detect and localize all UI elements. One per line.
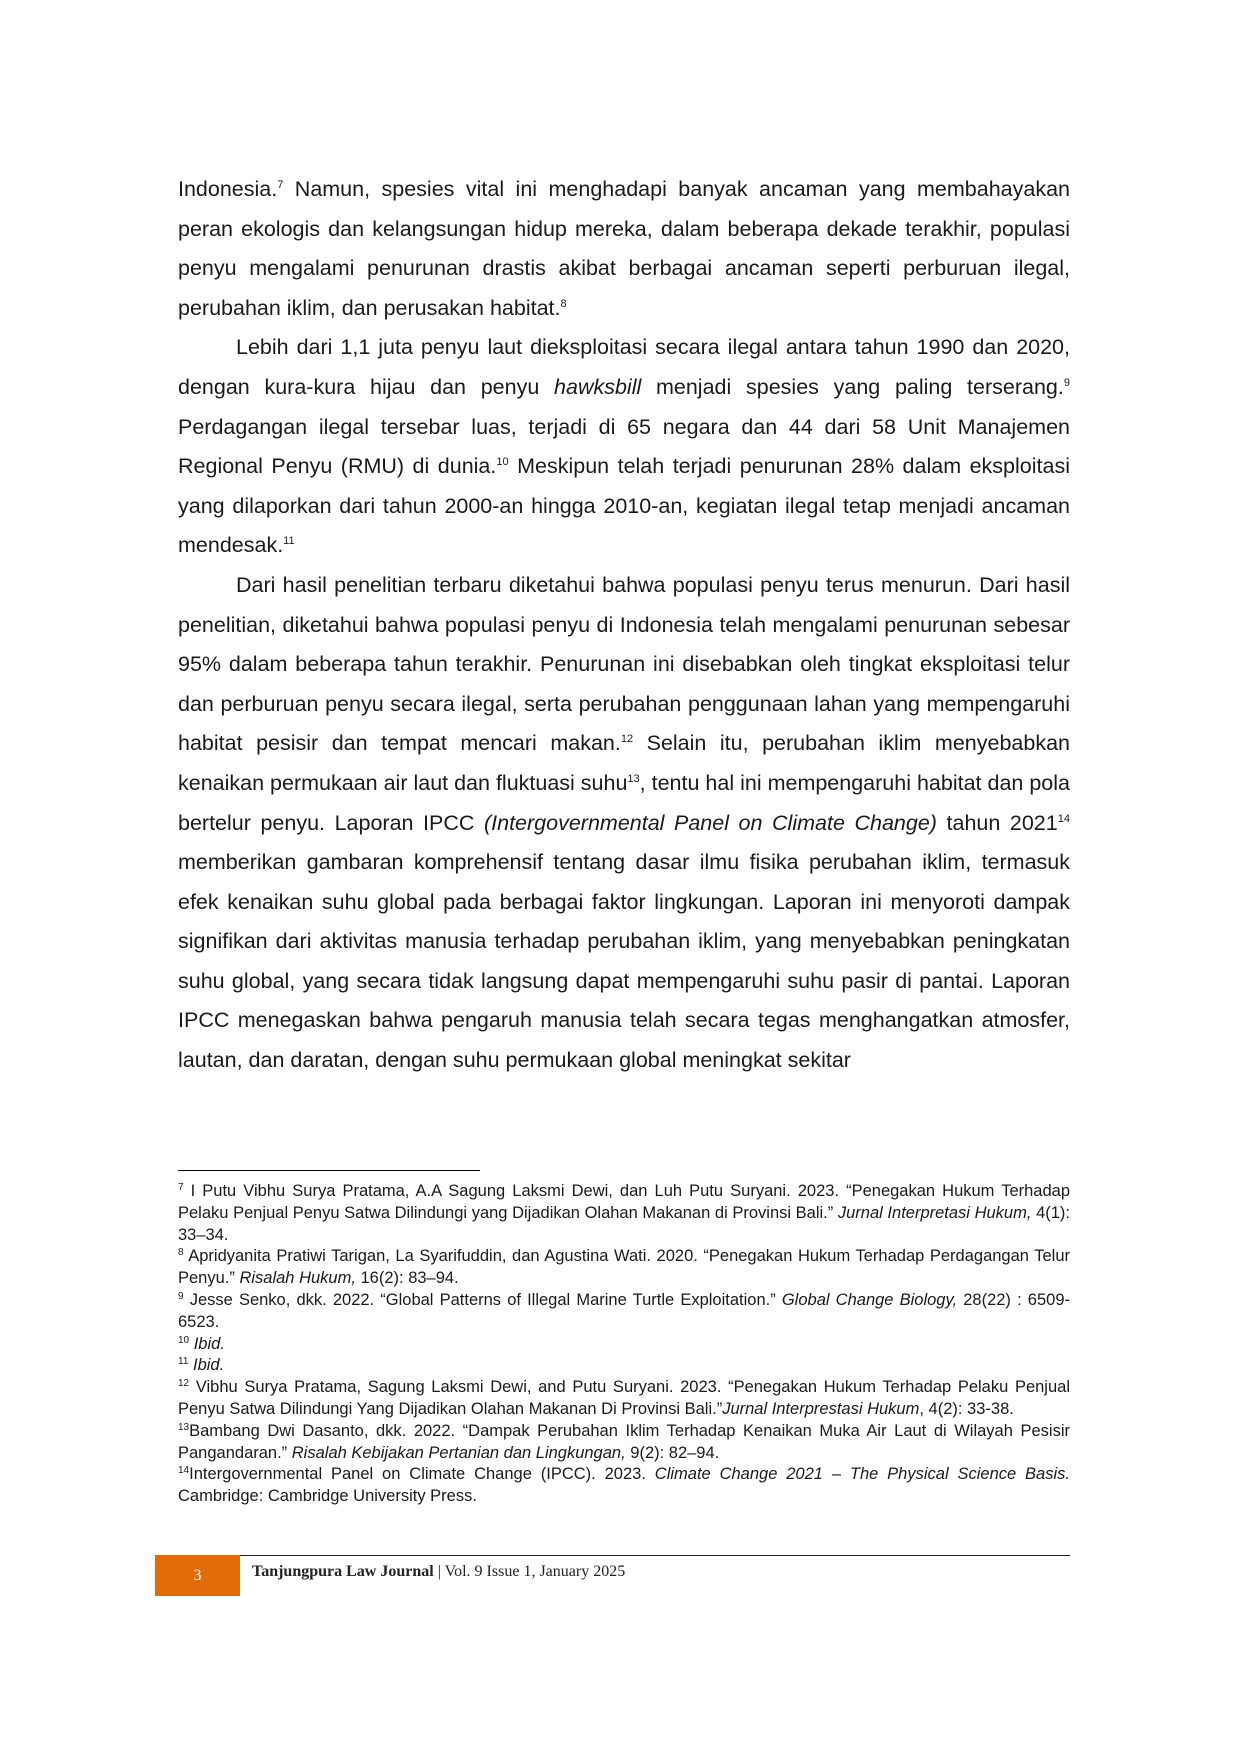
text-run: 9(2): 82–94. [625,1443,720,1462]
footnote [178,1181,1070,1246]
footnote [178,1355,1070,1377]
italic-text: Ibid. [193,1334,225,1353]
italic-text: (Intergovernmental Panel on Climate Change) [483,810,937,835]
journal-issue: | Vol. 9 Issue 1, January 2025 [437,1563,626,1580]
text-run: Indonesia. [178,177,278,201]
footnote [178,1421,1070,1465]
text-run: , 4(2): 33-38. [919,1399,1014,1418]
footnote-ref: 10 [178,1334,190,1346]
text-run: Dari hasil penelitian terbaru diketahui bahwa populasi penyu terus menurun. Dari hasil penelitian, diketahui bahwa populasi penyu di Indonesia telah mengalami penurunan sebesar 95% dalam beberapa tahun terakhir. Penurunan ini disebabkan oleh tingkat eksploitasi telur dan perburuan penyu secara ilegal, serta perubahan penggunaan lahan yang mempengaruhi habitat pesisir dan tempat mencari makan. [178,572,1070,756]
text-run: menjadi spesies yang paling terserang. [641,374,1064,399]
italic-text: Jurnal Interpretasi Hukum, [837,1203,1032,1222]
body-paragraph [178,170,1070,328]
text-run: 16(2): 83–94. [355,1269,459,1288]
footnote-ref: 14 [178,1465,190,1477]
footer-journal-info [252,1563,625,1581]
text-run: Vibhu Surya Pratama, Sagung Laksmi Dewi, and Putu Suryani. 2023. “Penegakan Hukum Terhadap Pelaku Penjual Penyu Satwa Dilindungi Yang Dijadikan Olahan Makanan Di Provinsi Bali.” [178,1378,1070,1418]
text-run: Jesse Senko, dkk. 2022. “Global Patterns of Illegal Marine Turtle Exploitation.” [183,1290,782,1309]
footnote-ref: 11 [178,1356,189,1368]
text-run: 4(1): 33–34. [178,1203,1070,1244]
footnote-ref: 13 [178,1421,190,1433]
footer-rule [240,1555,1070,1556]
italic-text: hawksbill [554,374,642,399]
italic-text: Risalah Kebijakan Pertanian dan Lingkungan, [291,1443,626,1462]
body-paragraph [178,566,1070,1081]
text-run: 28(22) : 6509-6523. [178,1290,1070,1331]
footnotes [178,1181,1070,1508]
text-run: tahun 2021 [936,810,1058,835]
text-run: Selain itu, perubahan iklim menyebabkan kenaikan permukaan air laut dan fluktuasi suhu [178,731,1070,795]
footnote-ref: 8 [560,297,567,310]
italic-text: Jurnal Interprestasi Hukum [722,1399,920,1418]
text-run: memberikan gambaran komprehensif tentang dasar ilmu fisika perubahan iklim, termasuk efek kenaikan suhu global pada berbagai faktor lingkungan. Laporan ini menyoroti dampak signifikan dari aktivitas manusia terhadap perubahan iklim, yang menyebabkan peningkatan suhu global, yang secara tidak langsung dapat mempengaruhi suhu pasir di pantai. Laporan IPCC menegaskan bahwa pengaruh manusia telah secara tegas menghangatkan atmosfer, lautan, dan daratan, dengan suhu permukaan global meningkat sekitar [178,850,1070,1073]
footnote-separator [178,1170,480,1171]
text-run: I Putu Vibhu Surya Pratama, A.A Sagung Laksmi Dewi, dan Luh Putu Suryani. 2023. “Penegakan Hukum Terhadap Pelaku Penjual Penyu Satwa Dilindungi yang Dijadikan Olahan Makanan di Provinsi Bali.” [178,1182,1070,1222]
italic-text: Climate Change 2021 – The Physical Science Basis. [654,1465,1070,1484]
text-run: Meskipun telah terjadi penurunan 28% dalam eksploitasi yang dilaporkan dari tahun 2000-an hingga 2010-an, kegiatan ilegal tetap menjadi ancaman mendesak. [178,454,1070,558]
text-run: , tentu hal ini mempengaruhi habitat dan pola bertelur penyu. Laporan IPCC [178,770,1070,835]
footnote-ref: 13 [627,772,640,785]
body-paragraph [178,328,1070,566]
text-run: Namun, spesies vital ini menghadapi banyak ancaman yang membahayakan peran ekologis dan kelangsungan hidup mereka, dalam beberapa dekade terakhir, populasi penyu mengalami penurunan drastis akibat berbagai ancaman seperti perburuan ilegal, perubahan iklim, dan perusakan habitat. [178,177,1070,320]
footnote [178,1290,1070,1334]
footnote [178,1377,1070,1421]
footnote-ref: 7 [178,1182,184,1193]
footnote-ref: 9 [178,1290,184,1302]
body-text [178,170,1070,1081]
text-run: Intergovernmental Panel on Climate Change (IPCC). 2023. [189,1465,655,1484]
text-run: Lebih dari 1,1 juta penyu laut dieksploitasi secara ilegal antara tahun 1990 dan 2020, dengan kura-kura hijau dan penyu [178,335,1070,399]
text-run: Bambang Dwi Dasanto, dkk. 2022. “Dampak Perubahan Iklim Terhadap Kenaikan Muka Air Laut di Wilayah Pesisir Pangandaran.” [178,1421,1070,1462]
footnote-ref: 8 [178,1247,184,1259]
footnote-ref: 11 [283,535,295,548]
footnote-ref: 12 [620,733,634,746]
text-run: Perdagangan ilegal tersebar luas, terjadi di 65 negara dan 44 dari 58 Unit Manajemen Regional Penyu (RMU) di dunia. [178,414,1070,479]
footnote-ref: 12 [178,1378,190,1390]
italic-text: Risalah Hukum, [239,1269,356,1288]
italic-text: Global Change Biology, [781,1290,958,1309]
italic-text: Ibid. [192,1356,225,1375]
page-number: 3 [155,1555,240,1596]
footnote-ref: 14 [1057,812,1070,825]
footnote-ref: 10 [496,456,509,469]
journal-name: Tanjungpura Law Journal [252,1563,434,1580]
footnote [178,1464,1070,1508]
footnote [178,1246,1070,1290]
footnote-ref: 9 [1063,376,1070,389]
text-run: Apridyanita Pratiwi Tarigan, La Syarifuddin, dan Agustina Wati. 2020. “Penegakan Hukum Terhadap Perdagangan Telur Penyu.” [178,1247,1070,1288]
text-run: Cambridge: Cambridge University Press. [178,1487,477,1506]
footnote-ref: 7 [277,179,284,191]
footnote [178,1334,1070,1356]
